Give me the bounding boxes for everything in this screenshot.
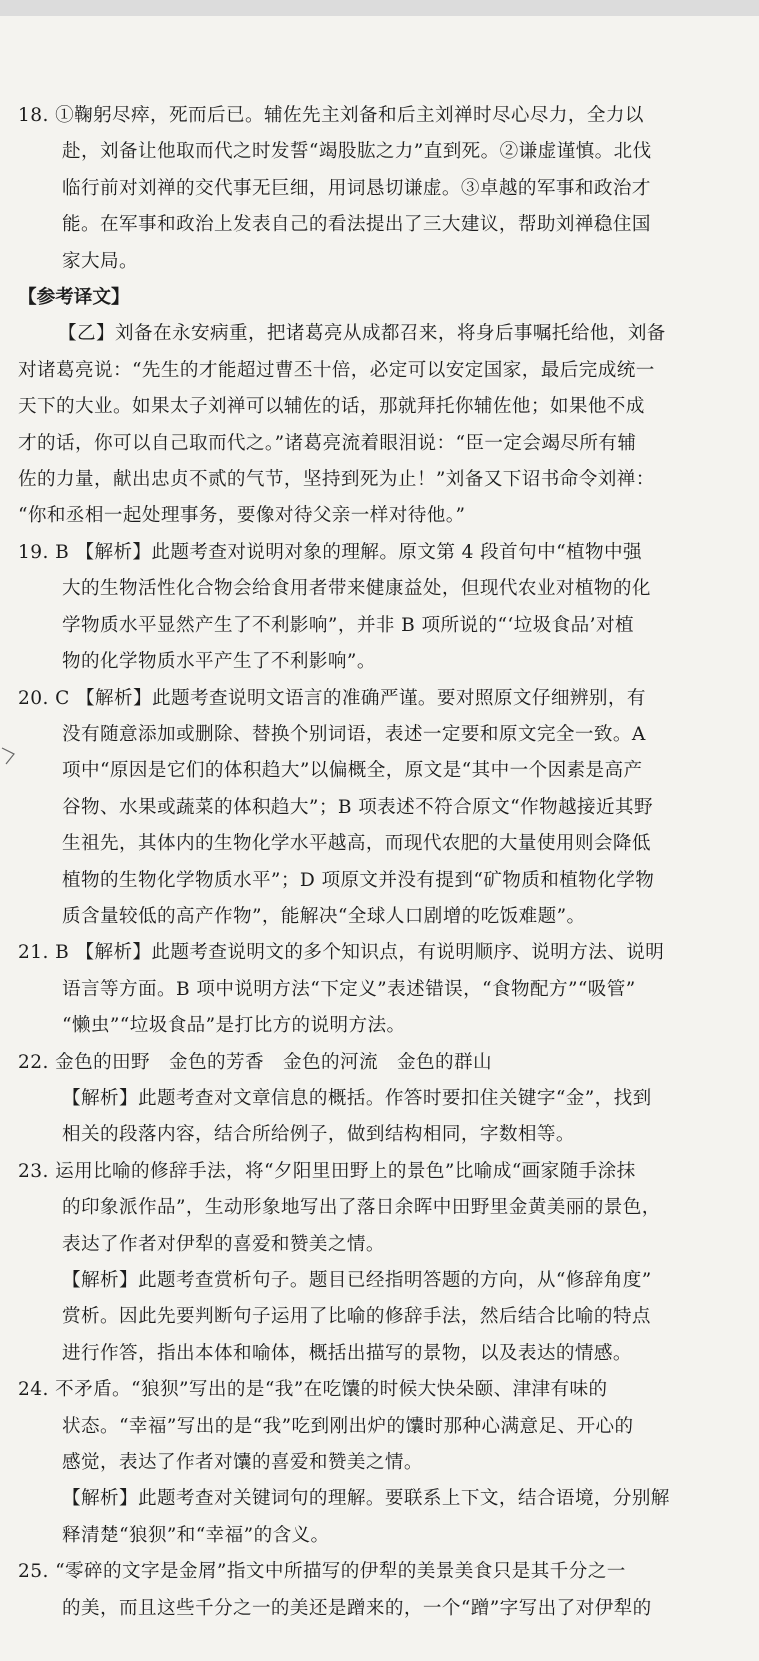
answer-line: 感觉，表达了作者对馕的喜爱和赞美之情。	[62, 1452, 423, 1474]
answer-line: 22. 金色的田野 金色的芳香 金色的河流 金色的群山	[18, 1051, 492, 1073]
answer-line: 23. 运用比喻的修辞手法，将“夕阳里田野上的景色”比喻成“画家随手涂抹	[18, 1160, 636, 1182]
answer-line: 没有随意添加或删除、替换个别词语，表述一定要和原文完全一致。A	[62, 723, 646, 745]
analysis-line: 相关的段落内容，结合所给例子，做到结构相同，字数相等。	[62, 1124, 575, 1146]
answer-line: 状态。“幸福”写出的是“我”吃到刚出炉的馕时那种心满意足、开心的	[62, 1415, 634, 1437]
translation-line: 天下的大业。如果太子刘禅可以辅佐的话，那就拜托你辅佐他；如果他不成	[18, 396, 645, 418]
answer-line: 的美，而且这些千分之一的美还是蹭来的，一个“蹭”字写出了对伊犁的	[62, 1597, 652, 1619]
answer-line: 植物的生物化学物质水平”；D 项原文并没有提到“矿物质和植物化学物	[62, 869, 655, 891]
answer-line: 能。在军事和政治上发表自己的看法提出了三大建议，帮助刘禅稳住国	[62, 214, 651, 236]
answer-line: 项中“原因是它们的体积趋大”以偏概全，原文是“其中一个因素是高产	[62, 760, 643, 782]
translation-line: “你和丞相一起处理事务，要像对待父亲一样对待他。”	[18, 505, 466, 527]
answer-line: 21. B 【解析】此题考查说明文的多个知识点，有说明顺序、说明方法、说明	[18, 942, 665, 964]
answer-line: 大的生物活性化合物会给食用者带来健康益处，但现代农业对植物的化	[62, 578, 651, 600]
answer-19	[18, 537, 723, 679]
analysis-line: 【解析】此题考查赏析句子。题目已经指明答题的方向，从“修辞角度”	[62, 1270, 652, 1291]
scan-edge	[0, 0, 759, 16]
answer-line: 20. C 【解析】此题考查说明文语言的准确严谨。要对照原文仔细辨别，有	[18, 687, 646, 709]
translation-line: 对诸葛亮说：“先生的才能超过曹丕十倍，必定可以安定国家，最后完成统一	[18, 359, 655, 381]
answer-line: 的印象派作品”，生动形象地写出了落日余晖中田野里金黄美丽的景色，	[62, 1197, 661, 1219]
answer-21	[18, 937, 723, 1042]
answer-line: 语言等方面。B 项中说明方法“下定义”表述错误，“食物配方”“吸管”	[62, 978, 636, 1000]
answer-line: 质含量较低的高产作物”，能解决“全球人口剧增的吃饭难题”。	[62, 905, 586, 927]
translation-line: 才的话，你可以自己取而代之。”诸葛亮流着眼泪说：“臣一定会竭尽所有辅	[18, 432, 637, 454]
answer-line: “懒虫”“垃圾食品”是打比方的说明方法。	[62, 1015, 406, 1037]
answer-22	[18, 1047, 723, 1152]
answer-18	[18, 100, 723, 278]
answer-line: 18. ①鞠躬尽瘁，死而后已。辅佐先主刘备和后主刘禅时尽心尽力，全力以	[18, 105, 644, 126]
answer-content	[18, 100, 723, 1629]
answer-line: 临行前对刘禅的交代事无巨细，用词恳切谦虚。③卓越的军事和政治才	[62, 177, 651, 199]
answer-20	[18, 683, 723, 934]
answer-25	[18, 1556, 723, 1625]
answer-line: 19. B 【解析】此题考查对说明对象的理解。原文第 4 段首句中“植物中强	[18, 541, 643, 563]
answer-line: 家大局。	[62, 250, 138, 272]
analysis-line: 进行作答，指出本体和喻体，概括出描写的景物，以及表达的情感。	[62, 1342, 632, 1364]
answer-line: 25. “零碎的文字是金屑”指文中所描写的伊犁的美景美食只是其千分之一	[18, 1561, 626, 1583]
translation-heading: 【参考译文】	[18, 287, 130, 309]
analysis-line: 【解析】此题考查对关键词句的理解。要联系上下文，结合语境，分别解	[62, 1488, 670, 1510]
analysis-line: 释清楚“狼狈”和“幸福”的含义。	[62, 1524, 330, 1546]
answer-24	[18, 1374, 723, 1552]
analysis-line: 【解析】此题考查对文章信息的概括。作答时要扣住关键字“金”，找到	[62, 1087, 652, 1109]
reference-translation	[18, 282, 723, 533]
answer-line: 生祖先，其体内的生物化学水平越高，而现代农肥的大量使用则会降低	[62, 833, 651, 855]
answer-line: 学物质水平显然产生了不利影响”，并非 B 项所说的“‘垃圾食品’对植	[62, 614, 634, 636]
answer-line: 24. 不矛盾。“狼狈”写出的是“我”在吃馕的时候大快朵颐、津津有味的	[18, 1379, 608, 1401]
answer-line: 赴，刘备让他取而代之时发誓“竭股肱之力”直到死。②谦虚谨慎。北伐	[62, 141, 652, 163]
translation-line: 【乙】刘备在永安病重，把诸葛亮从成都召来，将身后事嘱托给他，刘备	[58, 323, 666, 345]
answer-line: 物的化学物质水平产生了不利影响”。	[62, 651, 376, 673]
margin-mark-icon	[0, 744, 18, 766]
answer-23	[18, 1156, 723, 1370]
answer-line: 表达了作者对伊犁的喜爱和赞美之情。	[62, 1233, 385, 1255]
analysis-line: 赏析。因此先要判断句子运用了比喻的修辞手法，然后结合比喻的特点	[62, 1306, 651, 1328]
answer-line: 谷物、水果或蔬菜的体积趋大”；B 项表述不符合原文“作物越接近其野	[62, 796, 654, 818]
translation-line: 佐的力量，献出忠贞不贰的气节，坚持到死为止！”刘备又下诏书命令刘禅：	[18, 469, 655, 491]
